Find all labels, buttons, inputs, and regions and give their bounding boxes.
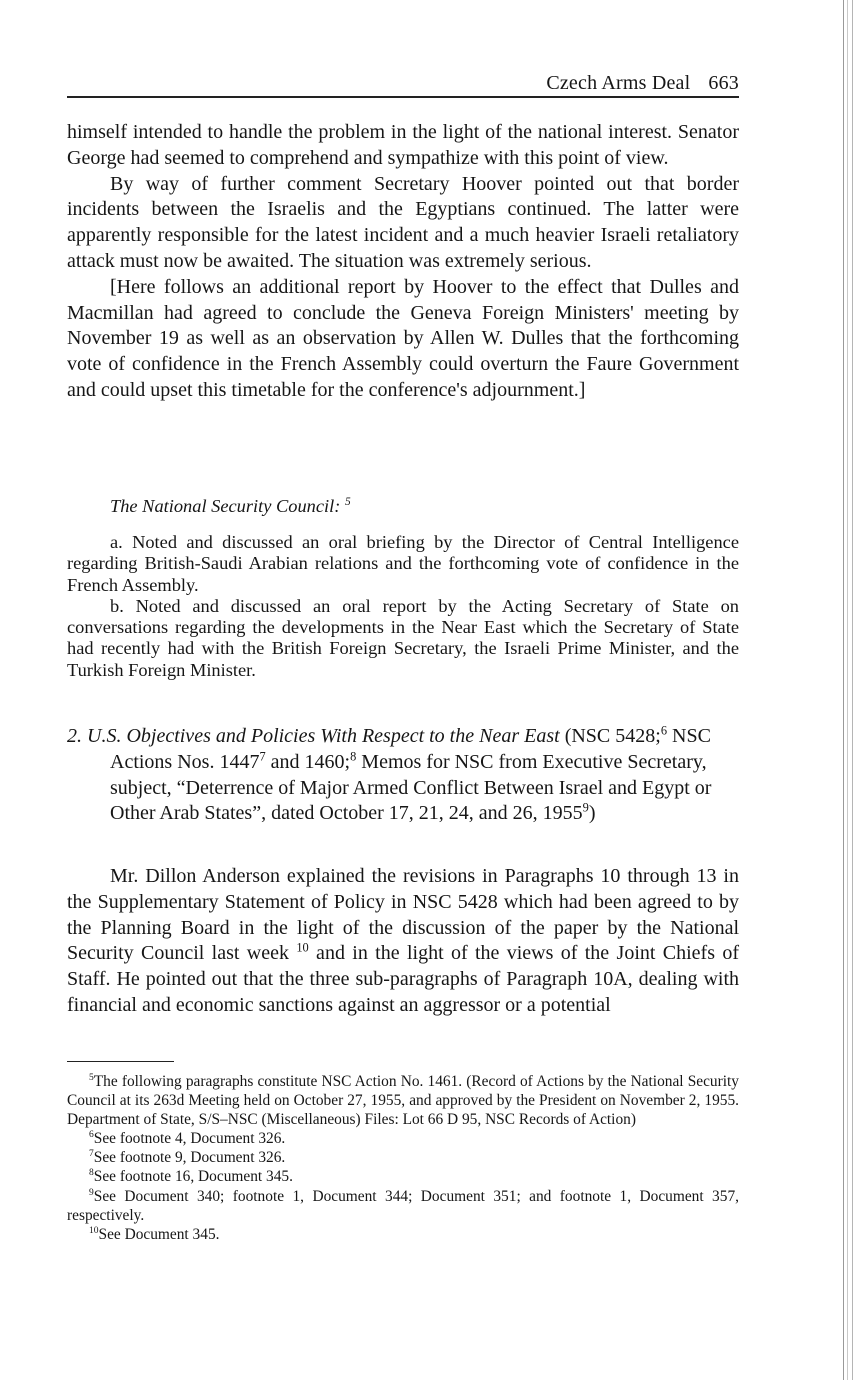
footnote-number: 6: [89, 1129, 94, 1141]
footnote-number: 10: [89, 1224, 99, 1236]
paragraph-text: and in the light of the views of the Joint Chiefs of Staff. He pointed out that the three sub-paragraphs of Paragraph 10A, dealing with financial and economic sanctions against an aggressor or a potential: [67, 942, 739, 1016]
paragraph: [Here follows an additional report by Hoover to the effect that Dulles and Macmillan had agreed to conclude the Geneva Foreign Ministers' meeting by November 19 as well as an observation by Allen W. Dulles that the forthcoming vote of confidence in the French Assembly could overturn the Faure Government and could upset this timetable for the conference's adjournment.]: [67, 275, 739, 401]
page-edge-line: [843, 0, 844, 1380]
footnote-rule: [67, 1061, 174, 1062]
paragraph: himself intended to handle the problem in the light of the national interest. Senator George had seemed to comprehend and sympathize with this point of view.: [67, 121, 739, 169]
footnotes: [67, 1072, 739, 1244]
footnote: [67, 1072, 739, 1129]
nsc-heading: [67, 496, 739, 517]
footnote-number: 5: [89, 1071, 94, 1083]
footnote: [67, 1225, 739, 1244]
running-head: [67, 72, 739, 95]
footnote: [67, 1129, 739, 1148]
nsc-heading-block: [67, 496, 739, 517]
footnote-ref: 10: [296, 940, 309, 955]
running-head-title: Czech Arms Deal: [546, 72, 691, 94]
footnote-ref: 5: [344, 495, 351, 508]
agenda-item-text: [67, 724, 739, 827]
nsc-action-b: b. Noted and discussed an oral report by the Acting Secretary of State on conversations regarding the developments in the Near East which the Secretary of State had recently had with the British Foreign Secretary, the Israeli Prime Minister, and the Turkish Foreign Minister.: [67, 595, 739, 680]
footnote-number: 7: [89, 1148, 94, 1160]
agenda-item-part: Memos for NSC from Executive Secretary, subject, “Deterrence of Major Armed Conflict Between Israel and Egypt or Other Arab States”, dated October 17, 21, 24, and 26, 1955: [110, 750, 712, 825]
footnote: [67, 1187, 739, 1225]
body-text-block: [67, 120, 739, 404]
footnote-ref: 7: [259, 749, 266, 764]
agenda-item-part: and 1460;: [265, 750, 351, 773]
page-number: 663: [708, 72, 739, 94]
footnote-ref: 9: [582, 800, 589, 815]
body-text-block: [67, 864, 739, 1019]
footnote-text: See Document 340; footnote 1, Document 344; Document 351; and footnote 1, Document 357, respectively.: [67, 1187, 739, 1224]
footnote-text: See footnote 9, Document 326.: [93, 1149, 286, 1167]
footnote-text: See footnote 16, Document 345.: [93, 1168, 293, 1186]
nsc-action-a: a. Noted and discussed an oral briefing by the Director of Central Intelligence regarding British-Saudi Arabian relations and the forthcoming vote of confidence in the French Assembly.: [67, 532, 739, 595]
nsc-heading-text: The National Security Council:: [110, 496, 341, 516]
footnote-text: See Document 345.: [98, 1225, 220, 1243]
page-edge-line: [852, 0, 853, 1380]
footnote-number: 9: [89, 1186, 94, 1198]
footnote-text: See footnote 4, Document 326.: [93, 1130, 286, 1148]
agenda-item-part: ): [588, 802, 596, 825]
footnote-number: 8: [89, 1167, 94, 1179]
paragraph: [67, 864, 739, 1019]
footnote-ref: 8: [350, 749, 357, 764]
agenda-item-title: 2. U.S. Objectives and Policies With Respect to the Near East: [67, 725, 560, 747]
footnote-ref: 6: [660, 723, 668, 738]
page-edge-line: [847, 0, 848, 1380]
agenda-item-part: (NSC 5428;: [559, 725, 661, 747]
header-rule: [67, 96, 739, 98]
paragraph-text: Mr. Dillon Anderson explained the revisions in Paragraphs 10 through 13 in the Supplementary Statement of Policy in NSC 5428 which had been agreed to by the Planning Board in the light of the discussion of the paper by the National Security Council last week: [67, 865, 739, 965]
agenda-item-part: NSC Actions Nos. 1447: [110, 725, 711, 773]
agenda-item-heading: [67, 724, 739, 827]
nsc-actions-block: [67, 532, 739, 681]
footnote: [67, 1148, 739, 1167]
paragraph: By way of further comment Secretary Hoover pointed out that border incidents between the Israelis and the Egyptians continued. The latter were apparently responsible for the latest incident and a much heavier Israeli retaliatory attack must now be awaited. The situation was extremely serious.: [67, 172, 739, 272]
footnote: [67, 1167, 739, 1186]
footnote-text: The following paragraphs constitute NSC Action No. 1461. (Record of Actions by the National Security Council at its 263d Meeting held on October 27, 1955, and approved by the President on November 2, 1955. Department of State, S/S–NSC (Miscellaneous) Files: Lot 66 D 95, NSC Records of Action): [67, 1073, 739, 1129]
